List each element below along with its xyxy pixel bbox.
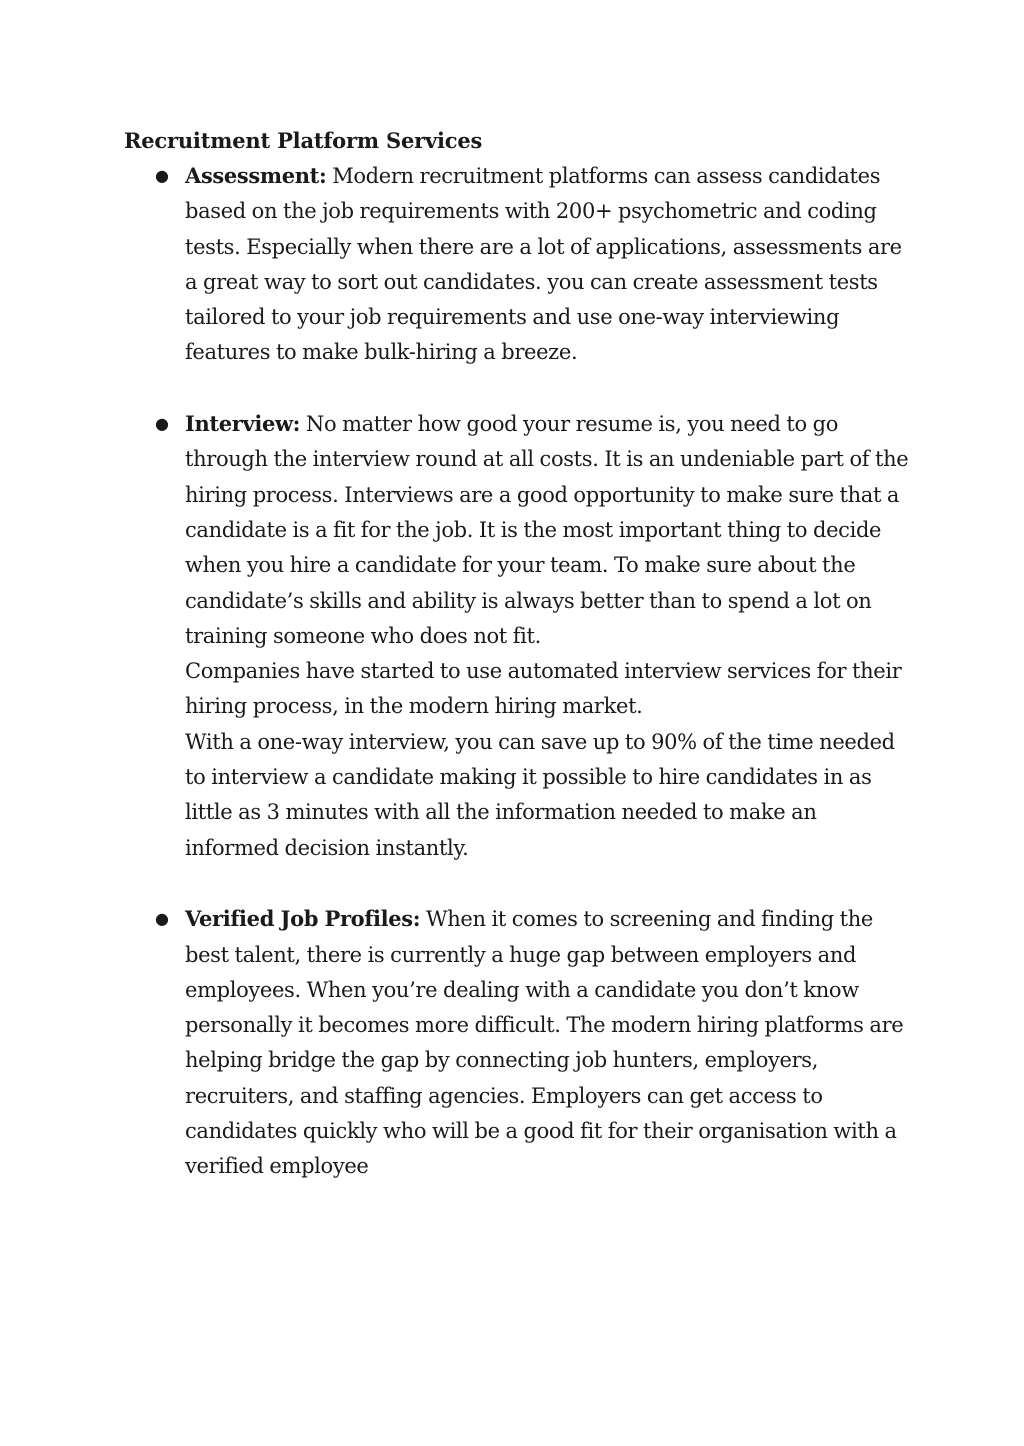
document-title: Recruitment Platform Services bbox=[124, 128, 483, 153]
paragraph bbox=[185, 901, 910, 1184]
service-body bbox=[185, 901, 910, 1184]
service-text: No matter how good your resume is, you need to go through the interview round at all costs. It is an undeniable part of the hiring process. Interviews are a good opportunity to make sure that a candidate is a fit for the job. It is the most important thing to decide when you hire a candidate for your team. To make sure about the candidate’s skills and ability is always better than to spend a lot on training someone who does not fit. bbox=[185, 412, 909, 648]
paragraph bbox=[185, 158, 910, 371]
service-text: When it comes to screening and finding the best talent, there is currently a huge gap between employers and employees. When you’re dealing with a candidate you don’t know personally it becomes more difficult. The modern hiring platforms are helping bridge the gap by connecting job hunters, employers, recruiters, and staffing agencies. Employers can get access to candidates quickly who will be a good fit for their organisation with a verified employee bbox=[185, 907, 904, 1179]
paragraph: With a one-way interview, you can save up to 90% of the time needed to interview a candidate making it possible to hire candidates in as little as 3 minutes with all the information needed to make an informed decision instantly. bbox=[185, 729, 895, 860]
services-list bbox=[0, 158, 1024, 1220]
bullet-icon: ● bbox=[155, 166, 169, 185]
service-item-assessment bbox=[0, 158, 1024, 371]
paragraph bbox=[185, 406, 910, 654]
service-body bbox=[185, 406, 910, 866]
service-item-verified-job-profiles bbox=[0, 901, 1024, 1184]
service-text: Modern recruitment platforms can assess candidates based on the job requirements with 200+ psychometric and coding tests. Especially when there are a lot of applications, assessments are a great way to sort out candidates. you can create assessment tests tailored to your job requirements and use one-way interviewing features to make bulk-hiring a breeze. bbox=[185, 164, 902, 365]
service-item-interview bbox=[0, 406, 1024, 866]
bullet-icon: ● bbox=[155, 909, 169, 929]
service-body bbox=[185, 158, 910, 371]
bullet-icon: ● bbox=[155, 414, 169, 434]
service-label: Interview: bbox=[185, 411, 301, 437]
paragraph: Companies have started to use automated interview services for their hiring process, in the modern hiring market. bbox=[185, 659, 902, 719]
service-label: Verified Job Profiles: bbox=[185, 906, 421, 932]
service-label: Assessment: bbox=[185, 163, 327, 188]
